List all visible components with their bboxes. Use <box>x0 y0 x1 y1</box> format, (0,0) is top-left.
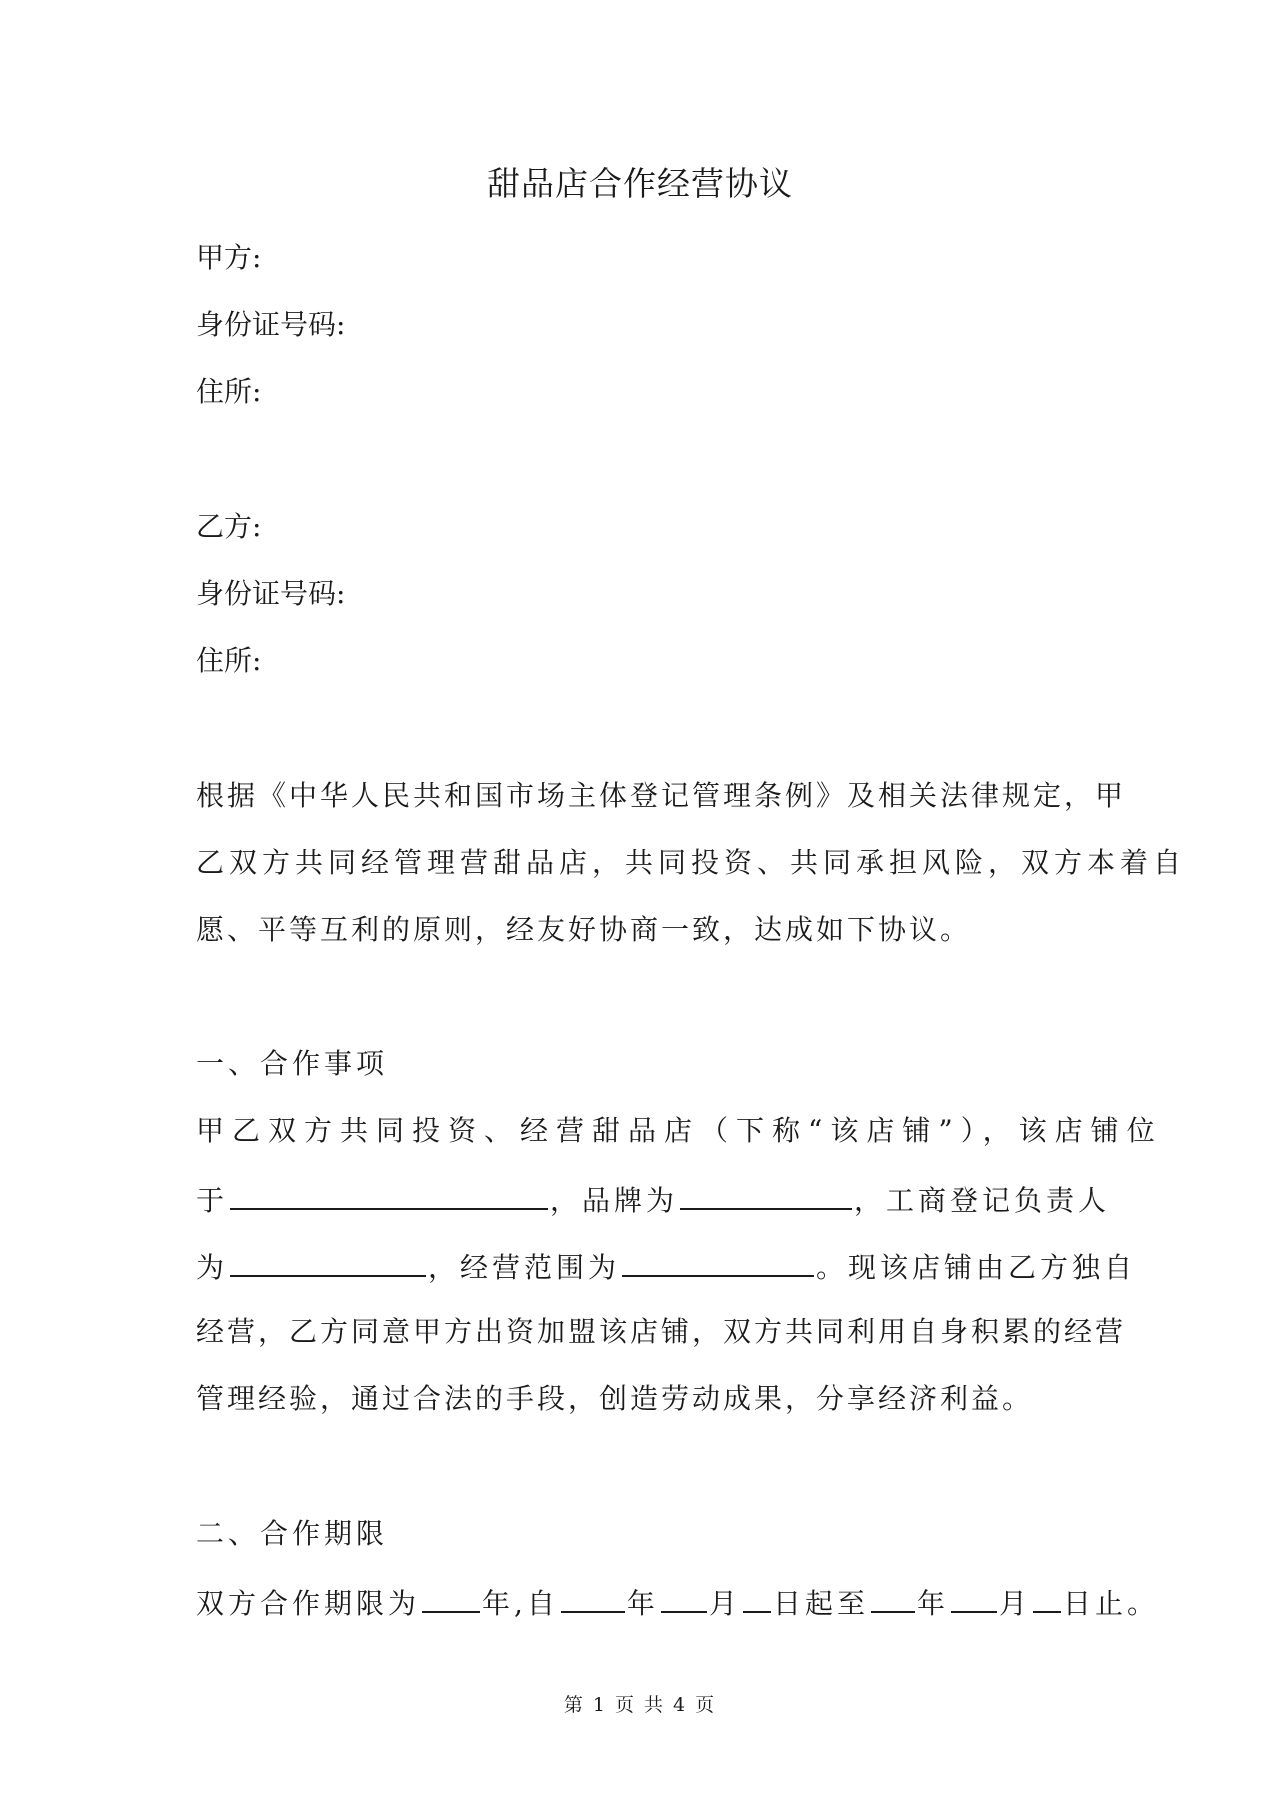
section-1-line-1: 甲乙双方共同投资、经营甜品店（下称“该店铺”），该店铺位 <box>196 1114 1163 1147</box>
party-a-name-label: 甲方: <box>196 241 262 274</box>
preamble-line-2: 乙双方共同经管理营甜品店，共同投资、共同承担风险，双方本着自 <box>196 846 1187 879</box>
page-footer: 第 1 页 共 4 页 <box>563 1694 717 1716</box>
party-b-address-label: 住所: <box>196 644 262 677</box>
section-2-heading: 二、合作期限 <box>196 1517 389 1550</box>
party-b-name-label: 乙方: <box>196 510 262 543</box>
party-b-id-label: 身份证号码: <box>196 577 346 610</box>
end-day-blank <box>1033 1581 1061 1613</box>
location-blank <box>230 1178 548 1210</box>
start-year-blank <box>561 1581 625 1613</box>
term-text-8: 日止。 <box>1063 1587 1160 1620</box>
start-month-blank <box>661 1581 707 1613</box>
section-1-line-4: 经营，乙方同意甲方出资加盟该店铺，双方共同利用自身积累的经营 <box>196 1315 1127 1348</box>
party-a-id-label: 身份证号码: <box>196 308 346 341</box>
section-1-line-3-text-c: 。现该店铺由乙方独自 <box>816 1251 1137 1284</box>
section-1-line-5: 管理经验，通过合法的手段，创造劳动成果，分享经济利益。 <box>196 1382 1034 1415</box>
section-1-line-3 <box>196 1245 1137 1288</box>
term-text-3: 年 <box>626 1587 659 1620</box>
section-1-line-2-text-c: ，工商登记负责人 <box>854 1184 1111 1217</box>
business-scope-blank <box>622 1245 814 1277</box>
brand-blank <box>680 1178 852 1210</box>
term-text-6: 年 <box>916 1587 949 1620</box>
section-2-line-1 <box>196 1581 1160 1624</box>
term-text-2: 年,自 <box>482 1587 559 1620</box>
responsible-person-blank <box>230 1245 426 1277</box>
end-year-blank <box>871 1581 915 1613</box>
section-1-line-2-text-a: 于 <box>196 1184 229 1217</box>
term-text-7: 月 <box>998 1587 1031 1620</box>
preamble-line-1: 根据《中华人民共和国市场主体登记管理条例》及相关法律规定，甲 <box>196 779 1127 812</box>
end-month-blank <box>951 1581 997 1613</box>
section-1-heading: 一、合作事项 <box>196 1047 389 1080</box>
document-title: 甜品店合作经营协议 <box>487 164 793 203</box>
party-a-address-label: 住所: <box>196 375 262 408</box>
term-text-1: 双方合作期限为 <box>196 1587 421 1620</box>
term-text-5: 日起至 <box>772 1587 869 1620</box>
preamble-line-3: 愿、平等互利的原则，经友好协商一致，达成如下协议。 <box>196 913 972 946</box>
start-day-blank <box>743 1581 771 1613</box>
section-1-line-3-text-a: 为 <box>196 1251 229 1284</box>
section-1-line-2 <box>196 1178 1111 1221</box>
section-1-line-2-text-b: ，品牌为 <box>550 1184 679 1217</box>
term-text-4: 月 <box>708 1587 741 1620</box>
term-years-blank <box>422 1581 480 1613</box>
section-1-line-3-text-b: ，经营范围为 <box>428 1251 621 1284</box>
